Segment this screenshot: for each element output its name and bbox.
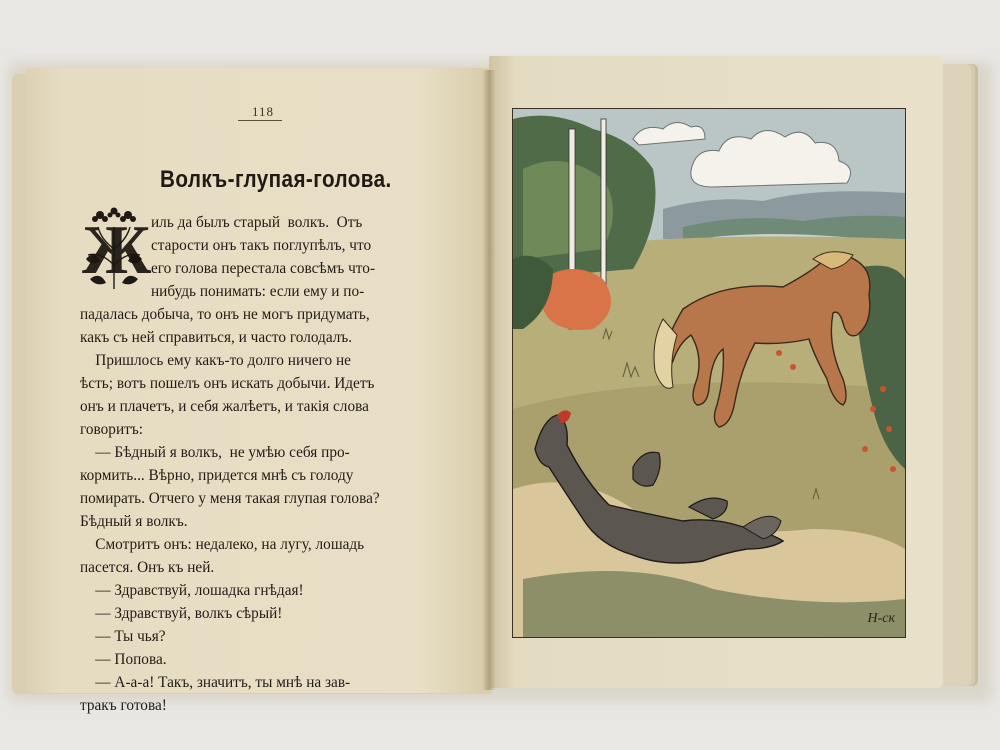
illustration-wolf-and-horse <box>512 108 906 638</box>
text-line: какъ съ ней справиться, и часто голодалъ. <box>80 329 353 346</box>
text-line: кормить... Вѣрно, придется мнѣ съ голоду <box>80 467 354 484</box>
text-line: Бѣдный я волкъ. <box>80 513 188 530</box>
text-line: — А-а-а! Такъ, значитъ, ты мнѣ на зав- <box>80 674 351 691</box>
text-line: старости онъ такъ поглупѣлъ, что <box>151 237 372 254</box>
text-line: — Ты чья? <box>80 628 166 645</box>
text-line: иль да былъ старый волкъ. Отъ <box>151 214 363 231</box>
text-line: Пришлось ему какъ-то долго ничего не <box>80 352 351 369</box>
text-line: Смотритъ онъ: недалеко, на лугу, лошадь <box>80 536 365 553</box>
text-line: ѣсть; вотъ пошелъ онъ искать добычи. Идетъ <box>80 375 375 392</box>
text-line: — Здравствуй, волкъ сѣрый! <box>80 605 283 622</box>
text-line: пасется. Онъ къ ней. <box>80 559 215 576</box>
text-line: помирать. Отчего у меня такая глупая голова? <box>80 490 380 507</box>
page-number-underline <box>238 120 282 121</box>
story-title: Волкъ-глупая-голова. <box>160 166 392 193</box>
illustration-signature: Н-ск <box>867 611 895 626</box>
page-number: 118 <box>251 104 275 119</box>
text-line: тракъ готова! <box>80 697 167 714</box>
text-line: нибудь понимать: если ему и по- <box>151 283 365 300</box>
text-line: — Попова. <box>80 651 167 668</box>
text-line: падалась добыча, то онъ не могъ придумать, <box>80 306 370 323</box>
text-line: — Здравствуй, лошадка гнѣдая! <box>80 582 304 599</box>
text-line: его голова перестала совсѣмъ что- <box>151 260 376 277</box>
illustration-scene <box>513 109 905 637</box>
book-gutter <box>482 70 496 690</box>
drop-cap <box>80 205 152 291</box>
text-line: говоритъ: <box>80 421 143 438</box>
text-line: онъ и плачетъ, и себя жалѣетъ, и такія слова <box>80 398 369 415</box>
text-line: — Бѣдный я волкъ, не умѣю себя про- <box>80 444 350 461</box>
drop-cap-letter: Ж <box>82 212 152 289</box>
